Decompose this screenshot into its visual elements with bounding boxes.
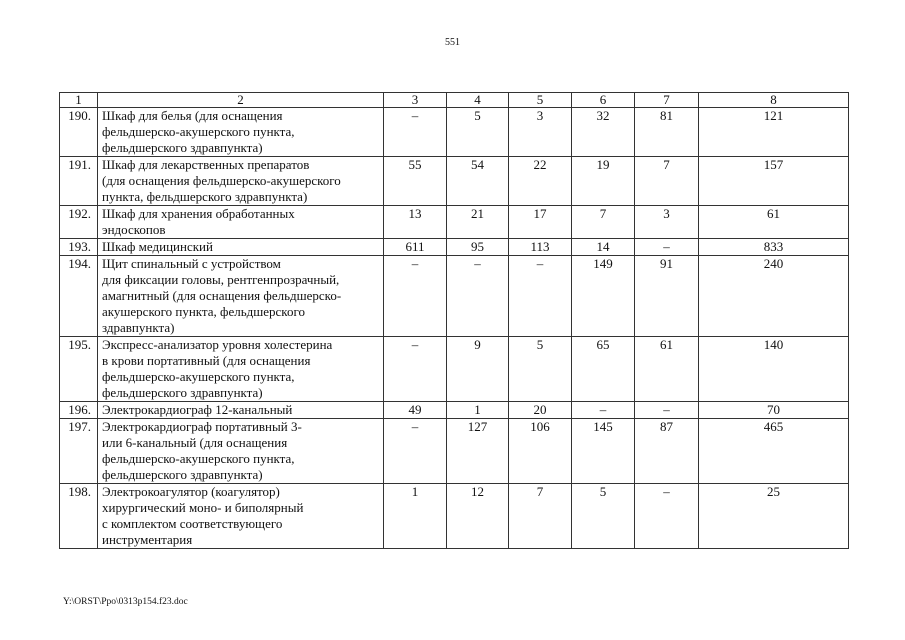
value-cell: – bbox=[384, 337, 447, 402]
row-number: 193. bbox=[60, 239, 98, 256]
column-header: 5 bbox=[509, 93, 572, 108]
value-cell: 1 bbox=[447, 402, 509, 419]
item-name-line: Экспресс-анализатор уровня холестерина bbox=[102, 337, 333, 352]
value-cell: 91 bbox=[635, 256, 699, 337]
row-number: 194. bbox=[60, 256, 98, 337]
value-cell: 49 bbox=[384, 402, 447, 419]
value-cell: 157 bbox=[699, 157, 849, 206]
value-cell: – bbox=[635, 484, 699, 549]
value-cell: – bbox=[635, 239, 699, 256]
item-name bbox=[98, 419, 384, 484]
item-name bbox=[98, 484, 384, 549]
table-header-row bbox=[60, 93, 849, 108]
table-row bbox=[60, 484, 849, 549]
value-cell: 5 bbox=[509, 337, 572, 402]
column-header: 1 bbox=[60, 93, 98, 108]
table-row bbox=[60, 337, 849, 402]
item-name-line: эндоскопов bbox=[102, 222, 166, 237]
table-row bbox=[60, 419, 849, 484]
item-name-line: фельдшерско-акушерского пункта, bbox=[102, 451, 295, 466]
value-cell: 61 bbox=[635, 337, 699, 402]
value-cell: 833 bbox=[699, 239, 849, 256]
page-number: 551 bbox=[445, 37, 460, 48]
value-cell: 3 bbox=[635, 206, 699, 239]
value-cell: 1 bbox=[384, 484, 447, 549]
value-cell: – bbox=[447, 256, 509, 337]
item-name-line: (для оснащения фельдшерско-акушерского bbox=[102, 173, 341, 188]
item-name-line: или 6-канальный (для оснащения bbox=[102, 435, 288, 450]
value-cell: – bbox=[384, 256, 447, 337]
item-name-line: фельдшерско-акушерского пункта, bbox=[102, 124, 295, 139]
item-name-line: с комплектом соответствующего bbox=[102, 516, 283, 531]
column-header: 2 bbox=[98, 93, 384, 108]
item-name-line: Электрокардиограф 12-канальный bbox=[102, 402, 293, 417]
item-name-line: Щит спинальный с устройством bbox=[102, 256, 281, 271]
value-cell: 7 bbox=[635, 157, 699, 206]
value-cell: 87 bbox=[635, 419, 699, 484]
value-cell: – bbox=[572, 402, 635, 419]
value-cell: 55 bbox=[384, 157, 447, 206]
item-name-line: Шкаф для хранения обработанных bbox=[102, 206, 295, 221]
value-cell: 12 bbox=[447, 484, 509, 549]
column-header: 6 bbox=[572, 93, 635, 108]
value-cell: 13 bbox=[384, 206, 447, 239]
row-number: 198. bbox=[60, 484, 98, 549]
item-name-line: для фиксации головы, рентгенпрозрачный, bbox=[102, 272, 340, 287]
value-cell: 465 bbox=[699, 419, 849, 484]
row-number: 190. bbox=[60, 108, 98, 157]
item-name-line: в крови портативный (для оснащения bbox=[102, 353, 311, 368]
item-name-line: фельдшерского здравпункта) bbox=[102, 385, 263, 400]
column-header: 7 bbox=[635, 93, 699, 108]
value-cell: 7 bbox=[572, 206, 635, 239]
column-header: 3 bbox=[384, 93, 447, 108]
row-number: 196. bbox=[60, 402, 98, 419]
value-cell: 70 bbox=[699, 402, 849, 419]
row-number: 195. bbox=[60, 337, 98, 402]
item-name-line: пункта, фельдшерского здравпункта) bbox=[102, 189, 308, 204]
item-name-line: Шкаф медицинский bbox=[102, 239, 213, 254]
value-cell: 3 bbox=[509, 108, 572, 157]
item-name-line: Шкаф для лекарственных препаратов bbox=[102, 157, 310, 172]
value-cell: 106 bbox=[509, 419, 572, 484]
row-number: 192. bbox=[60, 206, 98, 239]
item-name bbox=[98, 256, 384, 337]
table-row bbox=[60, 206, 849, 239]
row-number: 197. bbox=[60, 419, 98, 484]
value-cell: 81 bbox=[635, 108, 699, 157]
value-cell: 61 bbox=[699, 206, 849, 239]
item-name bbox=[98, 108, 384, 157]
table-row bbox=[60, 239, 849, 256]
value-cell: 14 bbox=[572, 239, 635, 256]
value-cell: 240 bbox=[699, 256, 849, 337]
item-name bbox=[98, 337, 384, 402]
value-cell: 21 bbox=[447, 206, 509, 239]
column-header: 8 bbox=[699, 93, 849, 108]
item-name bbox=[98, 239, 384, 256]
value-cell: 54 bbox=[447, 157, 509, 206]
value-cell: 20 bbox=[509, 402, 572, 419]
value-cell: 19 bbox=[572, 157, 635, 206]
item-name-line: инструментария bbox=[102, 532, 193, 547]
value-cell: 17 bbox=[509, 206, 572, 239]
value-cell: – bbox=[384, 108, 447, 157]
table-row bbox=[60, 402, 849, 419]
value-cell: 113 bbox=[509, 239, 572, 256]
table-row bbox=[60, 108, 849, 157]
value-cell: 95 bbox=[447, 239, 509, 256]
item-name-line: Электрокоагулятор (коагулятор) bbox=[102, 484, 280, 499]
item-name-line: Шкаф для белья (для оснащения bbox=[102, 108, 283, 123]
value-cell: 7 bbox=[509, 484, 572, 549]
value-cell: 5 bbox=[447, 108, 509, 157]
item-name-line: хирургический моно- и биполярный bbox=[102, 500, 304, 515]
table-row bbox=[60, 157, 849, 206]
value-cell: – bbox=[384, 419, 447, 484]
item-name-line: амагнитный (для оснащения фельдшерско- bbox=[102, 288, 342, 303]
value-cell: 25 bbox=[699, 484, 849, 549]
value-cell: 22 bbox=[509, 157, 572, 206]
item-name bbox=[98, 206, 384, 239]
value-cell: 9 bbox=[447, 337, 509, 402]
item-name bbox=[98, 402, 384, 419]
value-cell: – bbox=[635, 402, 699, 419]
value-cell: 5 bbox=[572, 484, 635, 549]
value-cell: 121 bbox=[699, 108, 849, 157]
equipment-table bbox=[59, 92, 849, 549]
value-cell: 149 bbox=[572, 256, 635, 337]
value-cell: 65 bbox=[572, 337, 635, 402]
column-header: 4 bbox=[447, 93, 509, 108]
value-cell: – bbox=[509, 256, 572, 337]
table-row bbox=[60, 256, 849, 337]
value-cell: 32 bbox=[572, 108, 635, 157]
item-name-line: фельдшерского здравпункта) bbox=[102, 140, 263, 155]
file-path-footer: Y:\ORST\Ppo\0313p154.f23.doc bbox=[63, 597, 188, 607]
value-cell: 140 bbox=[699, 337, 849, 402]
value-cell: 611 bbox=[384, 239, 447, 256]
item-name-line: акушерского пункта, фельдшерского bbox=[102, 304, 305, 319]
value-cell: 145 bbox=[572, 419, 635, 484]
item-name-line: Электрокардиограф портативный 3- bbox=[102, 419, 302, 434]
item-name-line: фельдшерского здравпункта) bbox=[102, 467, 263, 482]
item-name-line: фельдшерско-акушерского пункта, bbox=[102, 369, 295, 384]
value-cell: 127 bbox=[447, 419, 509, 484]
item-name-line: здравпункта) bbox=[102, 320, 175, 335]
item-name bbox=[98, 157, 384, 206]
row-number: 191. bbox=[60, 157, 98, 206]
